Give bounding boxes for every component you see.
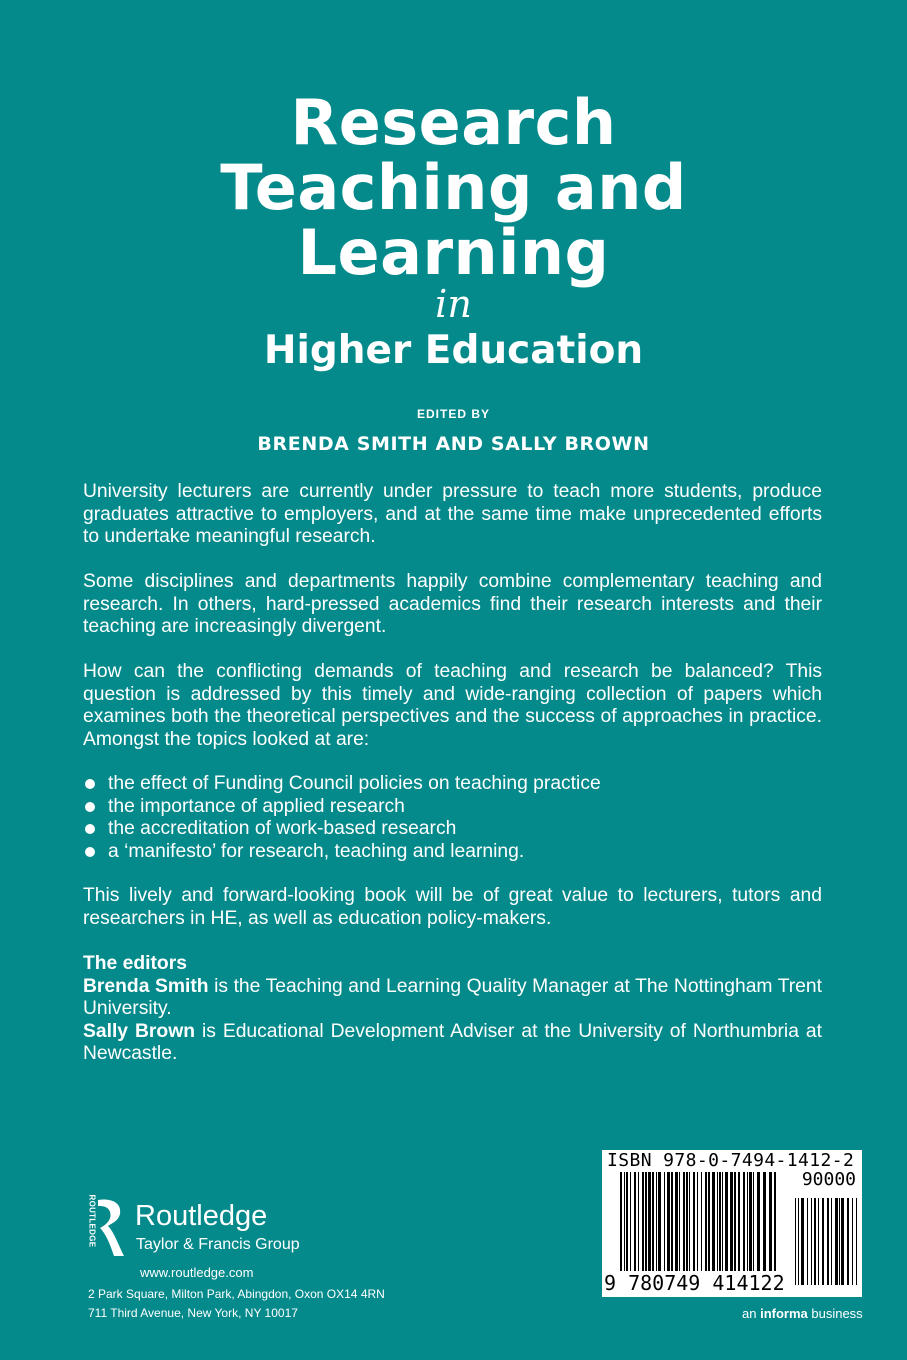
editors-heading: The editors: [83, 953, 187, 974]
bullet-icon: [85, 779, 95, 789]
informa-brand: informa: [760, 1306, 808, 1321]
paragraph-5: This lively and forward-looking book will be of great value to lecturers, tutors and researchers in HE, as well as education policy-makers.: [83, 885, 822, 929]
title-line-2: Teaching and: [220, 151, 687, 224]
list-item-text: a ‘manifesto’ for research, teaching and learning.: [108, 840, 525, 862]
bullet-icon: [85, 847, 95, 857]
barcode-bar: [841, 1198, 844, 1285]
paragraph-1: University lecturers are currently under pressure to teach more students, produce graduates attractive to employers, and at the same time make unprecedented efforts to undertake meaningful research.: [83, 481, 822, 548]
barcode-bar: [856, 1198, 857, 1285]
barcode-bar: [811, 1198, 812, 1285]
bullet-icon: [85, 824, 95, 834]
publisher-website[interactable]: www.routledge.com: [140, 1265, 254, 1280]
editor-1-text: is the Teaching and Learning Quality Manager at The Nottingham Trent University.: [83, 975, 822, 1020]
paragraph-3: How can the conflicting demands of teaching and research be balanced? This question is addressed by this timely and wide-ranging collection of papers which examines both the theoretical perspectives and the success of approaches in practice. Amongst the topics looked at are:: [83, 661, 822, 750]
barcode-bar: [807, 1198, 808, 1285]
title-connector: in: [435, 282, 472, 326]
barcode-bar: [818, 1198, 819, 1285]
routledge-logo: [84, 1194, 124, 1258]
isbn-barcode: [602, 1150, 862, 1297]
barcode-bar: [852, 1198, 853, 1285]
barcode-bar: [814, 1198, 816, 1285]
editor-2-bio: [83, 1021, 822, 1066]
list-item: [83, 818, 822, 841]
barcode-bar: [795, 1198, 796, 1285]
list-item-text: the accreditation of work-based research: [108, 818, 457, 840]
title-line-1: Research: [290, 86, 617, 159]
informa-prefix: an: [742, 1306, 761, 1321]
barcode-bar: [822, 1198, 824, 1285]
barcode-bar: [835, 1198, 838, 1285]
list-item: [83, 796, 822, 819]
publisher-group: Taylor & Francis Group: [136, 1236, 300, 1253]
informa-suffix: business: [807, 1306, 863, 1321]
list-item-text: the effect of Funding Council policies on teaching practice: [108, 773, 601, 794]
publisher-name: Routledge: [135, 1200, 268, 1232]
subtitle: Higher Education: [263, 328, 644, 373]
list-item: [83, 773, 822, 796]
barcode-bar: [827, 1198, 829, 1285]
address-us: 711 Third Avenue, New York, NY 10017: [88, 1306, 298, 1320]
barcode-bar: [801, 1198, 804, 1285]
barcode-bar: [839, 1198, 840, 1285]
barcode-bar: [798, 1198, 799, 1285]
title-line-3: Learning: [297, 216, 610, 289]
edited-by-label: EDITED BY: [416, 407, 490, 421]
editor-1-name: Brenda Smith: [83, 975, 209, 997]
editors-names: BRENDA SMITH AND SALLY BROWN: [257, 433, 650, 455]
topics-list: [83, 773, 822, 863]
price-addon: 90000: [801, 1169, 856, 1190]
routledge-r-icon: [96, 1198, 126, 1258]
editor-2-text: is Educational Development Adviser at the University of Northumbria at Newcastle.: [83, 1020, 822, 1065]
paragraph-2: Some disciplines and departments happily combine complementary teaching and research. In others, hard-pressed academics find their research interests and their teaching are increasingly divergent.: [83, 571, 822, 638]
isbn-text: ISBN 978-0-7494-1412-2: [607, 1150, 855, 1171]
informa-tagline: [742, 1306, 863, 1321]
ean-digits: 9 780749 414122: [604, 1271, 785, 1295]
logo-vertical-text: ROUTLEDGE: [87, 1194, 97, 1248]
list-item-text: the importance of applied research: [108, 795, 405, 817]
address-uk: 2 Park Square, Milton Park, Abingdon, Oxon OX14 4RN: [88, 1287, 385, 1301]
editor-1-bio: [83, 976, 822, 1021]
barcode-bar: [847, 1198, 849, 1285]
editor-2-name: Sally Brown: [83, 1020, 195, 1042]
bullet-icon: [85, 802, 95, 812]
barcode-bar: [831, 1198, 832, 1285]
editors-section: [83, 953, 822, 1066]
list-item: [83, 841, 822, 864]
